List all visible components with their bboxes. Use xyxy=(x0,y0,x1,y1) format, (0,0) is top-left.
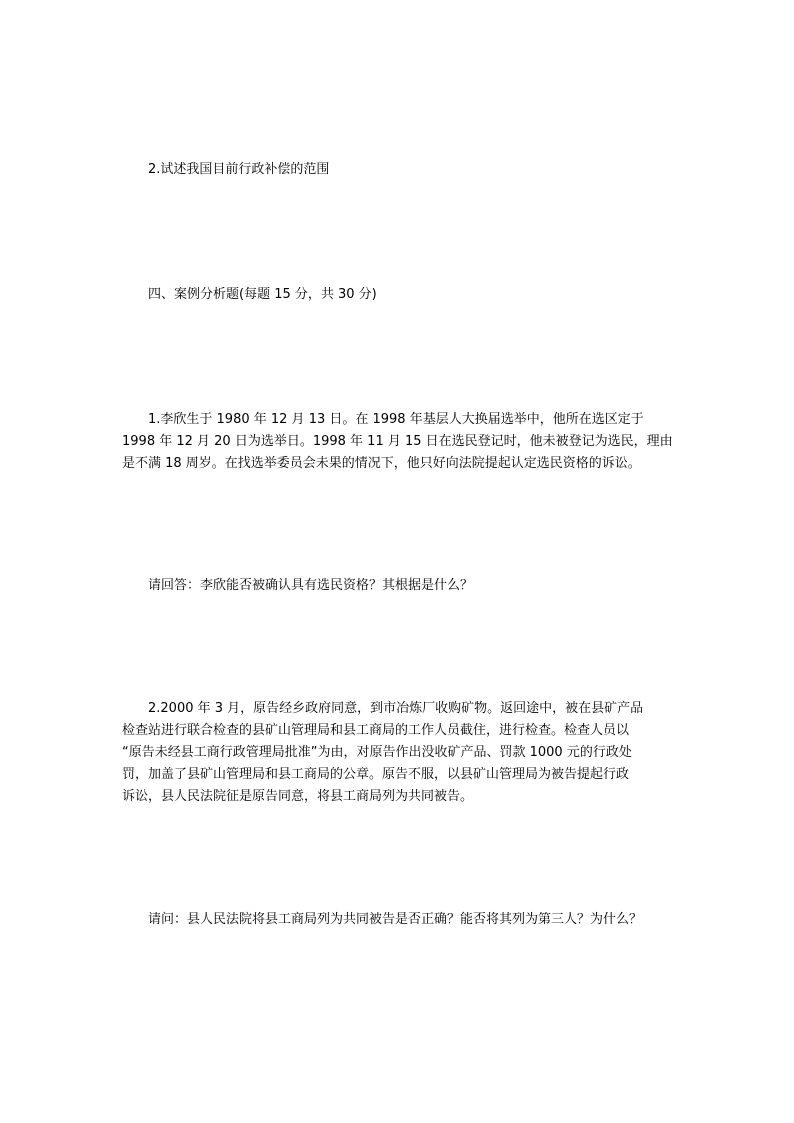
question-2: 2.试述我国目前行政补偿的范围 xyxy=(148,162,330,177)
case-2-line: “原告未经县工商行政管理局批准”为由，对原告作出没收矿产品、罚款 1000 元的行政处 xyxy=(122,745,632,760)
case-2-question: 请问：县人民法院将县工商局列为共同被告是否正确？能否将其列为第三人？为什么？ xyxy=(148,912,643,927)
case-1-line: 1.李欣生于 1980 年 12 月 13 日。在 1998 年基层人大换届选举中，他所在选区定于 xyxy=(148,412,644,427)
case-2-line: 2.2000 年 3 月，原告经乡政府同意，到市冶炼厂收购矿物。返回途中，被在县矿产品 xyxy=(148,701,644,716)
case-1-line: 1998 年 12 月 20 日为选举日。1998 年 11 月 15 日在选民登记时，他未被登记为选民，理由 xyxy=(122,434,673,449)
case-2-paragraph xyxy=(122,698,682,808)
case-1-paragraph xyxy=(122,409,682,475)
case-2-line: 诉讼，县人民法院征是原告同意，将县工商局列为共同被告。 xyxy=(122,789,474,804)
section-4-heading: 四、案例分析题(每题 15 分，共 30 分) xyxy=(148,287,377,302)
case-1-question: 请回答：李欣能否被确认具有选民资格？其根据是什么？ xyxy=(148,578,474,593)
case-2-line: 检查站进行联合检查的县矿山管理局和县工商局的工作人员截住，进行检查。检查人员以 xyxy=(122,723,630,738)
case-2-line: 罚，加盖了县矿山管理局和县工商局的公章。原告不服，以县矿山管理局为被告提起行政 xyxy=(122,767,630,782)
case-1-line: 是不满 18 周岁。在找选举委员会未果的情况下，他只好向法院提起认定选民资格的诉讼。 xyxy=(122,456,641,471)
